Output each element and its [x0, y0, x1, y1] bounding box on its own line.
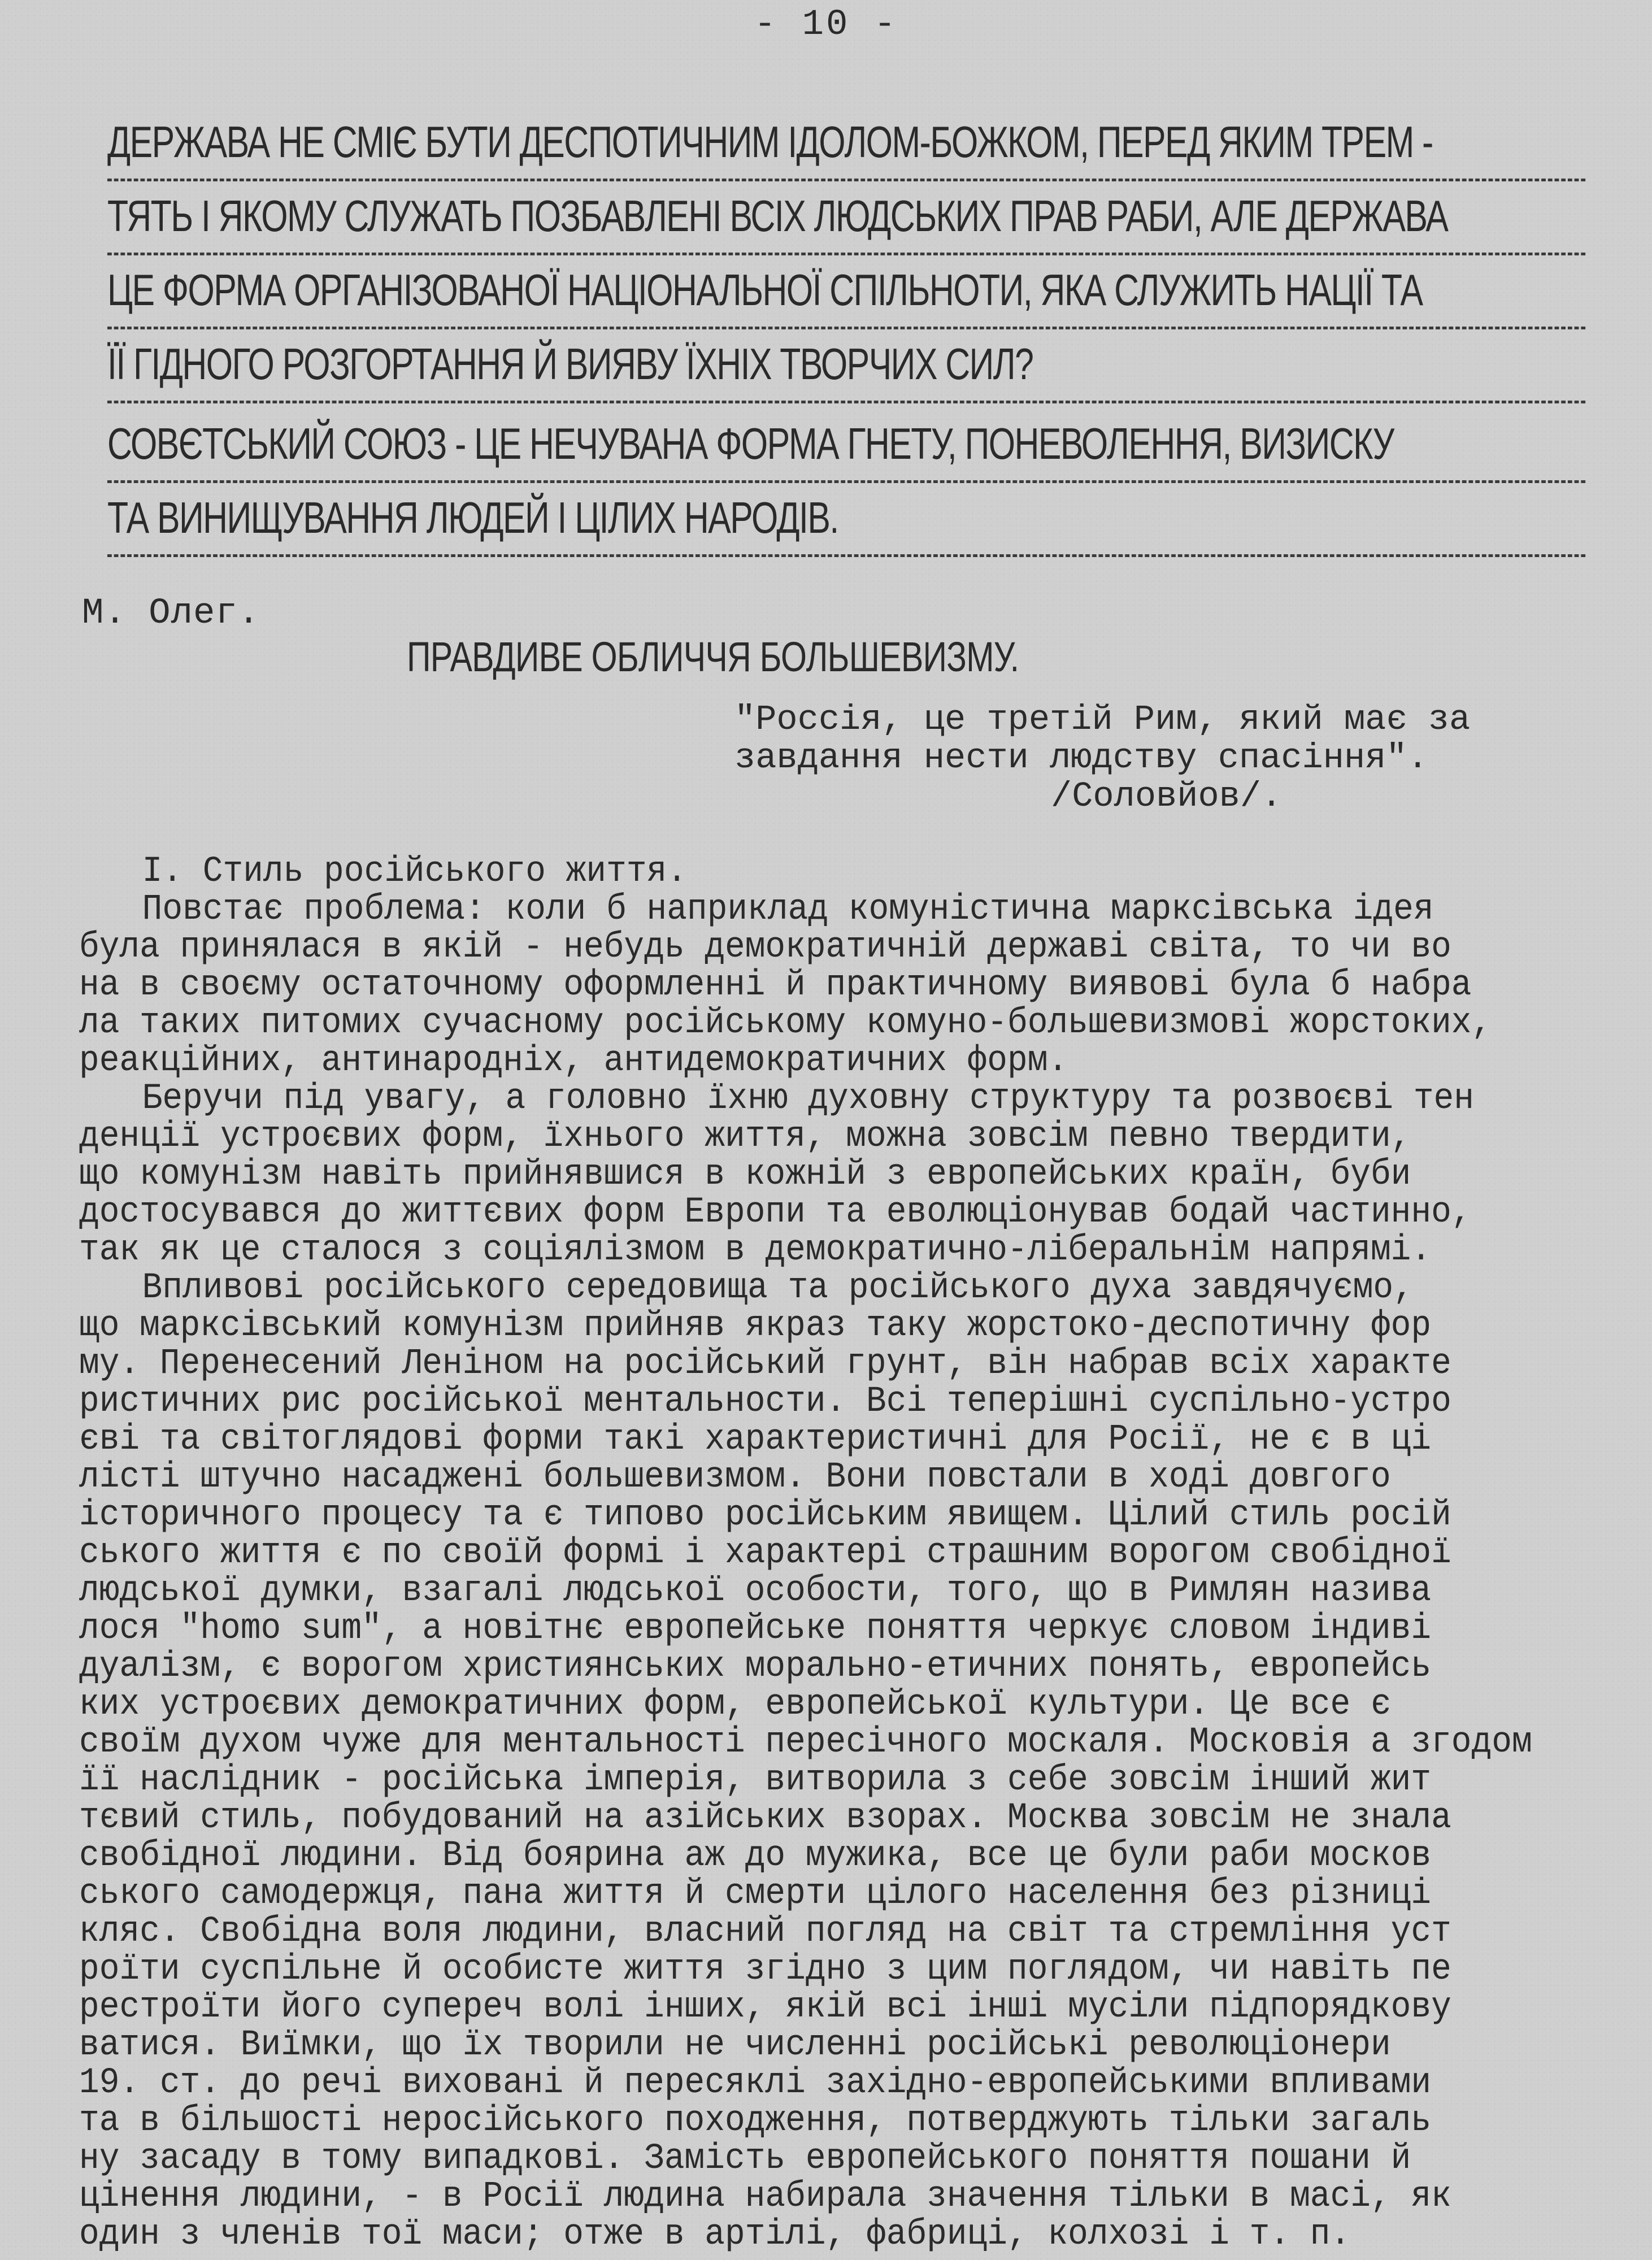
text-line: на в своєму остаточному оформленні й практичному виявові була б набра: [79, 965, 1472, 1006]
text-line: та в більшості неросійського походження, потверджують тільки загаль: [79, 2101, 1432, 2141]
epigraph-author: /Соловйов/.: [1051, 776, 1283, 816]
text-line: ну засаду в тому випадкові. Замість европейського поняття пошани й: [79, 2139, 1411, 2179]
text-line: Повстає проблема: коли б наприклад комуністична марксівська ідея: [142, 889, 1434, 930]
text-line: своїм духом чуже для ментальності пересічного москаля. Московія а згодом: [79, 1722, 1532, 1763]
text-line: денції устроєвих форм, їхнього життя, можна зовсім певно твердити,: [79, 1116, 1411, 1157]
page-number: - 10 -: [754, 5, 898, 45]
text-line: Беручи під увагу, а головно їхню духовну структуру та розвоєві тен: [142, 1079, 1474, 1119]
text-line: Впливові російського середовища та російського духа завдячуємо,: [142, 1268, 1414, 1309]
text-line: лося "homo sum", а новітнє европейське поняття черкує словом індиві: [79, 1609, 1432, 1649]
epigraph-line: завдання нести людству спасіння".: [734, 738, 1428, 778]
text-line: історичного процесу та є типово російським явищем. Цілий стиль росій: [79, 1495, 1451, 1536]
text-line: реакційних, антинародніх, антидемократичних форм.: [79, 1041, 1068, 1081]
epigraph: [734, 701, 1559, 816]
article-title: ПРАВДИВЕ ОБЛИЧЧЯ БОЛЬШЕВИЗМУ.: [407, 633, 1019, 680]
text-line: ватися. Виїмки, що їх творили не численні російські революціонери: [79, 2025, 1391, 2066]
banner-line: ЦЕ ФОРМА ОРГАНІЗОВАНОЇ НАЦІОНАЛЬНОЇ СПІЛЬНОТИ, ЯКА СЛУЖИТЬ НАЦІЇ ТА: [107, 255, 1585, 329]
text-line: ського життя є по своїй формі і характері страшним ворогом свобідної: [79, 1533, 1451, 1574]
text-line: людської думки, взагалі людської особости, того, що в Римлян назива: [79, 1571, 1432, 1611]
section-heading: І. Стиль російського життя.: [142, 851, 687, 892]
text-line: була принялася в якій - небудь демократичній державі світа, то чи во: [79, 927, 1451, 968]
text-line: кляс. Свобідна воля людини, власний погляд на світ та стремління уст: [79, 1911, 1451, 1952]
banner-statement: [107, 107, 1588, 557]
text-line: один з членів тої маси; отже в артілі, фабриці, колхозі і т. п.: [79, 2214, 1351, 2255]
text-line: 19. ст. до речі виховані й пересяклі західно-европейськими впливами: [79, 2063, 1432, 2103]
text-line: ського самодержця, пана життя й смерти цілого населення без різниці: [79, 1874, 1432, 1914]
banner-line: ДЕРЖАВА НЕ СМІЄ БУТИ ДЕСПОТИЧНИМ ІДОЛОМ-БОЖКОМ, ПЕРЕД ЯКИМ ТРЕМ -: [107, 107, 1585, 181]
text-line: так як це сталося з соціялізмом в демократично-ліберальнім напрямі.: [79, 1230, 1432, 1271]
text-line: роїти суспільне й особисте життя згідно з цим поглядом, чи навіть пе: [79, 1949, 1451, 1990]
banner-line: ТА ВИНИЩУВАННЯ ЛЮДЕЙ І ЦІЛИХ НАРОДІВ.: [107, 483, 1585, 557]
text-line: достосувався до життєвих форм Европи та еволюціонував бодай частинно,: [79, 1192, 1472, 1233]
text-line: що комунізм навіть прийнявшися в кожній з европейських країн, буби: [79, 1154, 1411, 1195]
text-line: ких устроєвих демократичних форм, европейської культури. Це все є: [79, 1684, 1391, 1725]
banner-line: ЇЇ ГІДНОГО РОЗГОРТАННЯ Й ВИЯВУ ЇХНІХ ТВОРЧИХ СИЛ?: [107, 329, 1585, 403]
epigraph-line: "Россія, це третій Рим, який має за: [734, 699, 1471, 740]
text-line: свобідної людини. Від боярина аж до мужика, все це були раби москов: [79, 1836, 1432, 1876]
text-line: цінення людини, - в Росії людина набирала значення тільки в масі, як: [79, 2176, 1451, 2217]
text-line: ла таких питомих сучасному російському комуно-большевизмові жорстоких,: [79, 1003, 1492, 1044]
article-body: [79, 853, 1593, 2254]
article-author: М. Олег.: [82, 593, 260, 634]
text-line: єві та світоглядові форми такі характеристичні для Росії, не є в ці: [79, 1419, 1432, 1460]
text-line: тєвий стиль, побудований на азійських взорах. Москва зовсім не знала: [79, 1798, 1451, 1839]
text-line: рестроїти його супереч волі інших, якій всі інші мусіли підпорядкову: [79, 1987, 1451, 2028]
text-line: дуалізм, є ворогом християнських морально-етичних понять, европейсь: [79, 1646, 1432, 1687]
banner-line: ТЯТЬ І ЯКОМУ СЛУЖАТЬ ПОЗБАВЛЕНІ ВСІХ ЛЮДСЬКИХ ПРАВ РАБИ, АЛЕ ДЕРЖАВА: [107, 181, 1585, 255]
banner-line: СОВЄТСЬКИЙ СОЮЗ - ЦЕ НЕЧУВАНА ФОРМА ГНЕТУ, ПОНЕВОЛЕННЯ, ВИЗИСКУ: [107, 409, 1585, 483]
text-line: її наслідник - російська імперія, витворила з себе зовсім інший жит: [79, 1760, 1432, 1801]
text-line: му. Перенесений Леніном на російський грунт, він набрав всіх характе: [79, 1344, 1451, 1384]
text-line: лісті штучно насаджені большевизмом. Вони повстали в ході довгого: [79, 1457, 1391, 1498]
text-line: ристичних рис російської ментальности. Всі теперішні суспільно-устро: [79, 1381, 1451, 1422]
text-line: що марксівський комунізм прийняв якраз таку жорстоко-деспотичну фор: [79, 1306, 1432, 1346]
